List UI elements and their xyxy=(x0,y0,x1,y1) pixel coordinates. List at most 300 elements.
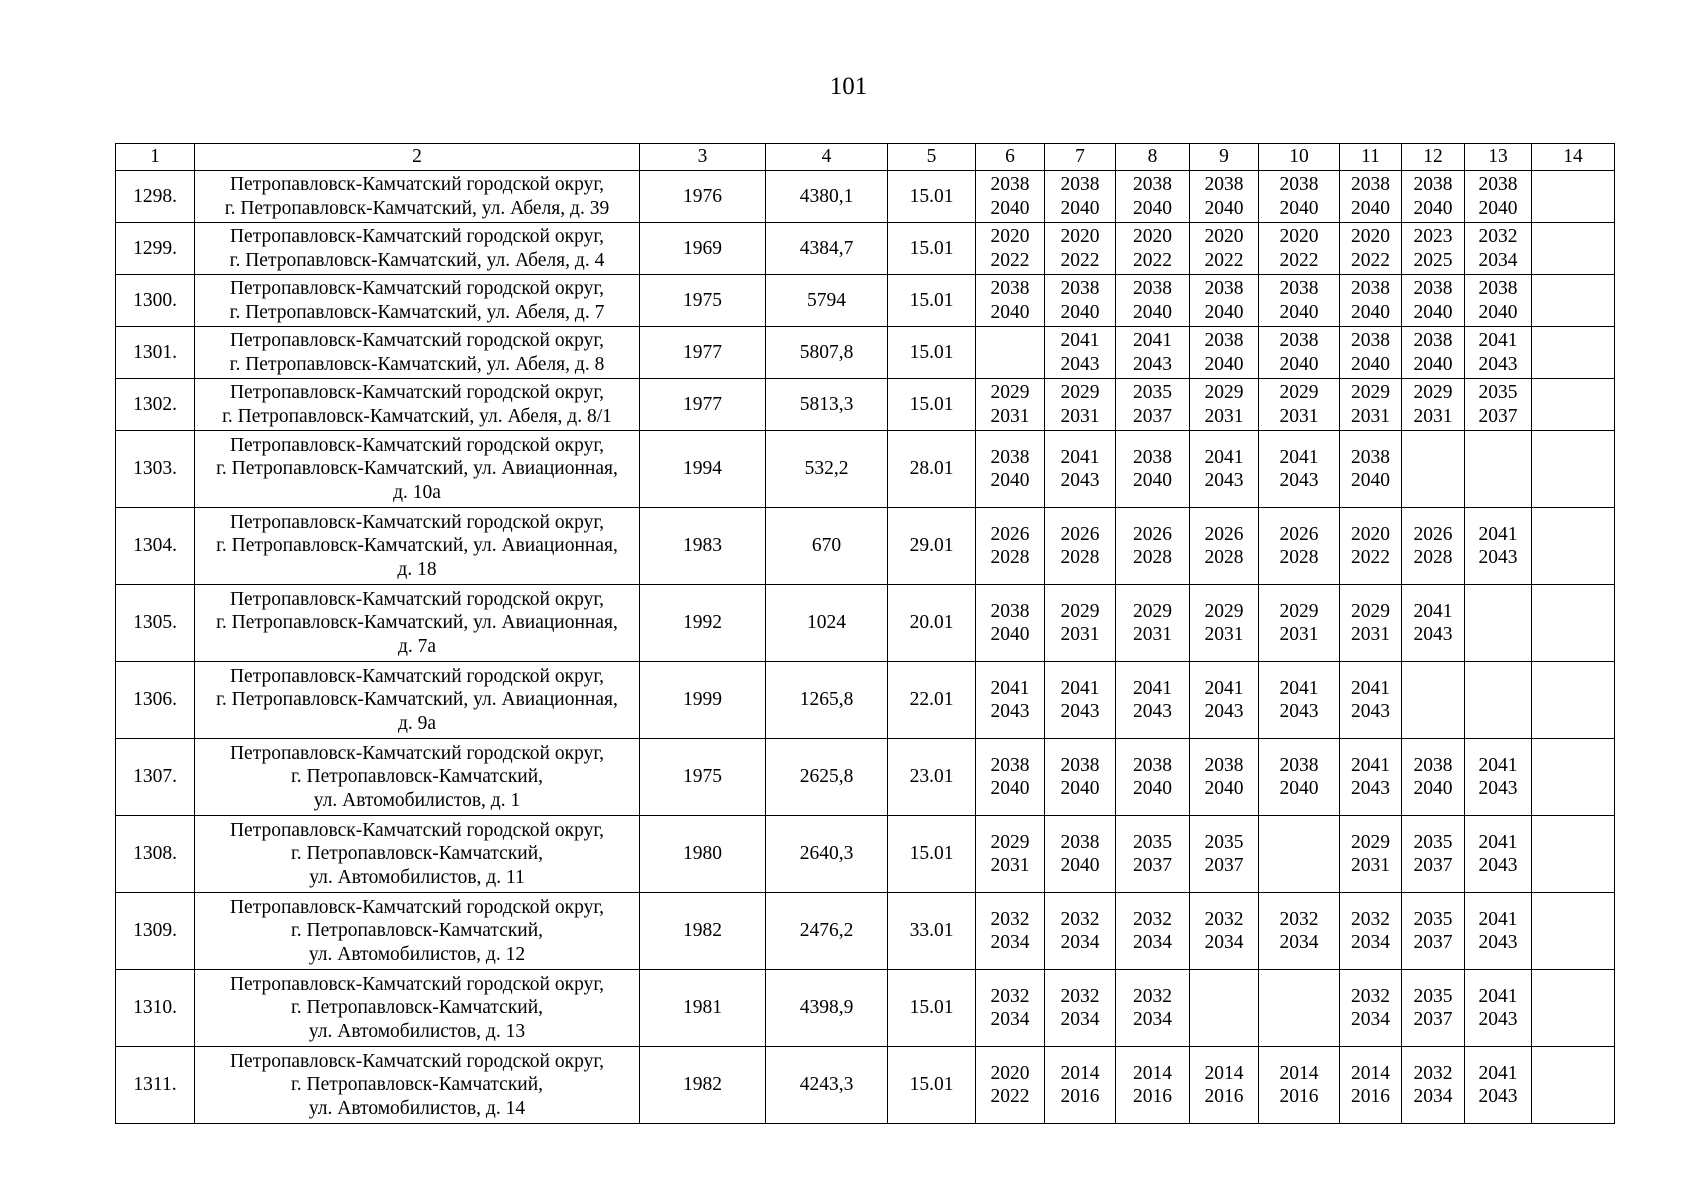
period-year: 2032 xyxy=(1060,908,1100,930)
area-cell: 2625,8 xyxy=(766,739,888,816)
period-cell-col-14 xyxy=(1532,585,1615,662)
period-cell-col-14 xyxy=(1532,431,1615,508)
period-year: 2041 xyxy=(1478,330,1518,351)
period-year: 2022 xyxy=(1351,249,1390,271)
period-cell-col-6 xyxy=(976,816,1045,893)
period-year: 2014 xyxy=(1133,1062,1172,1084)
period-year: 2020 xyxy=(1279,226,1319,247)
period-cell-col-13 xyxy=(1465,275,1532,327)
period-year: 2037 xyxy=(1413,932,1453,953)
period-year: 2040 xyxy=(1279,197,1319,219)
code-cell: 29.01 xyxy=(888,508,976,585)
period-year: 2034 xyxy=(1351,932,1390,953)
table-row xyxy=(116,379,1615,431)
period-year: 2038 xyxy=(1279,278,1319,299)
period-year: 2040 xyxy=(1413,197,1453,219)
period-cell-col-7 xyxy=(1045,739,1116,816)
address-line: г. Петропавловск-Камчатский, ул. Абеля, д. 8/1 xyxy=(222,405,612,427)
row-number-cell: 1308. xyxy=(116,816,195,893)
period-year: 2040 xyxy=(1413,778,1453,799)
period-year: 2040 xyxy=(990,624,1030,645)
period-cell-col-13 xyxy=(1465,662,1532,739)
period-cell-col-13 xyxy=(1465,893,1532,970)
period-year: 2041 xyxy=(1351,677,1390,699)
period-cell-col-9 xyxy=(1190,508,1259,585)
period-year: 2035 xyxy=(1133,382,1172,403)
period-year: 2038 xyxy=(1413,330,1453,351)
period-year: 2020 xyxy=(990,226,1030,247)
period-cell-col-12 xyxy=(1402,585,1465,662)
period-year: 2041 xyxy=(1133,330,1172,351)
period-cell-col-9 xyxy=(1190,275,1259,327)
period-year: 2037 xyxy=(1133,405,1172,427)
table-row xyxy=(116,223,1615,275)
period-year: 2038 xyxy=(1060,278,1100,299)
row-number-cell: 1300. xyxy=(116,275,195,327)
address-line: г. Петропавловск-Камчатский, ул. Авиационная, xyxy=(216,535,618,557)
period-cell-col-11 xyxy=(1340,816,1402,893)
period-cell-col-12 xyxy=(1402,431,1465,508)
period-year: 2043 xyxy=(1060,470,1100,491)
code-cell: 28.01 xyxy=(888,431,976,508)
period-year: 2020 xyxy=(1060,226,1100,247)
period-year: 2035 xyxy=(1478,382,1518,403)
period-cell-col-13 xyxy=(1465,1047,1532,1124)
period-cell-col-11 xyxy=(1340,275,1402,327)
period-year: 2016 xyxy=(1133,1086,1172,1107)
period-year: 2037 xyxy=(1413,1009,1453,1030)
period-year: 2031 xyxy=(990,405,1030,427)
period-year: 2031 xyxy=(1413,405,1453,427)
area-cell: 5807,8 xyxy=(766,327,888,379)
period-cell-col-10 xyxy=(1259,816,1340,893)
column-number-5: 5 xyxy=(888,144,976,171)
period-year: 2038 xyxy=(990,174,1030,195)
period-cell-col-12 xyxy=(1402,379,1465,431)
period-cell-col-11 xyxy=(1340,739,1402,816)
period-year: 2038 xyxy=(1279,330,1319,351)
period-year: 2040 xyxy=(990,470,1030,491)
period-cell-col-8 xyxy=(1116,171,1190,223)
period-cell-col-6 xyxy=(976,171,1045,223)
row-number-cell: 1304. xyxy=(116,508,195,585)
area-cell: 4380,1 xyxy=(766,171,888,223)
build-year-cell: 1999 xyxy=(640,662,766,739)
period-year: 2026 xyxy=(1413,523,1453,545)
period-year: 2022 xyxy=(1060,249,1100,271)
period-year: 2032 xyxy=(1351,908,1390,930)
period-cell-col-7 xyxy=(1045,508,1116,585)
period-cell-col-6 xyxy=(976,327,1045,379)
address-line: Петропавловск-Камчатский городской округ, xyxy=(229,665,605,687)
period-year: 2041 xyxy=(1351,754,1390,776)
period-cell-col-8 xyxy=(1116,970,1190,1047)
period-cell-col-14 xyxy=(1532,816,1615,893)
period-year: 2026 xyxy=(1060,523,1100,545)
column-number-9: 9 xyxy=(1190,144,1259,171)
period-year: 2031 xyxy=(1351,855,1390,876)
period-year: 2040 xyxy=(1413,301,1453,323)
address-line: д. 7а xyxy=(397,635,437,657)
period-cell-col-9 xyxy=(1190,893,1259,970)
period-cell-col-9 xyxy=(1190,662,1259,739)
period-year: 2032 xyxy=(1133,985,1172,1007)
address-cell xyxy=(195,739,640,816)
period-year: 2028 xyxy=(1279,547,1319,568)
period-year: 2016 xyxy=(1060,1086,1100,1107)
period-year: 2043 xyxy=(1204,470,1244,491)
period-year: 2043 xyxy=(1478,1086,1518,1107)
period-cell-col-8 xyxy=(1116,1047,1190,1124)
table-row xyxy=(116,327,1615,379)
period-cell-col-10 xyxy=(1259,893,1340,970)
period-year: 2022 xyxy=(990,249,1030,271)
period-cell-col-12 xyxy=(1402,662,1465,739)
period-year: 2029 xyxy=(1133,600,1172,622)
period-cell-col-14 xyxy=(1532,893,1615,970)
period-year: 2041 xyxy=(1060,677,1100,699)
period-year: 2029 xyxy=(990,382,1030,403)
table-body xyxy=(116,171,1615,1124)
period-year: 2026 xyxy=(1279,523,1319,545)
period-year: 2040 xyxy=(1133,197,1172,219)
period-cell-col-14 xyxy=(1532,379,1615,431)
period-year: 2035 xyxy=(1413,908,1453,930)
period-cell-col-9 xyxy=(1190,739,1259,816)
build-year-cell: 1994 xyxy=(640,431,766,508)
table-row xyxy=(116,739,1615,816)
area-cell: 2640,3 xyxy=(766,816,888,893)
address-line: Петропавловск-Камчатский городской округ, xyxy=(229,382,605,403)
period-cell-col-8 xyxy=(1116,379,1190,431)
period-cell-col-6 xyxy=(976,970,1045,1047)
period-cell-col-9 xyxy=(1190,585,1259,662)
period-year: 2038 xyxy=(1413,174,1453,195)
period-year: 2043 xyxy=(990,701,1030,722)
period-year: 2032 xyxy=(990,908,1030,930)
address-cell xyxy=(195,508,640,585)
period-year: 2032 xyxy=(1413,1062,1453,1084)
address-line: г. Петропавловск-Камчатский, ул. Авиационная, xyxy=(216,458,618,480)
period-year: 2043 xyxy=(1133,701,1172,722)
period-year: 2031 xyxy=(1060,405,1100,427)
period-year: 2040 xyxy=(1351,197,1390,219)
period-cell-col-14 xyxy=(1532,662,1615,739)
address-line: г. Петропавловск-Камчатский, xyxy=(290,843,544,865)
address-line: ул. Автомобилистов, д. 11 xyxy=(309,866,525,888)
period-year: 2043 xyxy=(1060,353,1100,375)
period-year: 2040 xyxy=(1351,301,1390,323)
period-year: 2031 xyxy=(1204,405,1244,427)
period-year: 2032 xyxy=(1478,226,1518,247)
period-cell-col-10 xyxy=(1259,662,1340,739)
period-year: 2038 xyxy=(990,600,1030,622)
period-year: 2028 xyxy=(1133,547,1172,568)
column-number-8: 8 xyxy=(1116,144,1190,171)
code-cell: 15.01 xyxy=(888,327,976,379)
address-cell xyxy=(195,431,640,508)
address-line: г. Петропавловск-Камчатский, ул. Абеля, д. 7 xyxy=(229,301,605,323)
code-cell: 15.01 xyxy=(888,379,976,431)
table-row xyxy=(116,970,1615,1047)
period-cell-col-13 xyxy=(1465,327,1532,379)
period-cell-col-12 xyxy=(1402,1047,1465,1124)
period-cell-col-7 xyxy=(1045,816,1116,893)
period-cell-col-6 xyxy=(976,1047,1045,1124)
period-year: 2026 xyxy=(1133,523,1172,545)
period-cell-col-9 xyxy=(1190,816,1259,893)
area-cell: 1265,8 xyxy=(766,662,888,739)
period-year: 2040 xyxy=(990,197,1030,219)
build-year-cell: 1977 xyxy=(640,379,766,431)
column-number-3: 3 xyxy=(640,144,766,171)
row-number-cell: 1299. xyxy=(116,223,195,275)
period-year: 2040 xyxy=(1204,197,1244,219)
address-cell xyxy=(195,327,640,379)
period-cell-col-12 xyxy=(1402,171,1465,223)
address-line: г. Петропавловск-Камчатский, ул. Авиационная, xyxy=(216,689,618,711)
period-cell-col-7 xyxy=(1045,1047,1116,1124)
period-year: 2038 xyxy=(1204,330,1244,351)
period-cell-col-13 xyxy=(1465,379,1532,431)
period-cell-col-11 xyxy=(1340,1047,1402,1124)
period-year: 2043 xyxy=(1351,701,1390,722)
row-number-cell: 1303. xyxy=(116,431,195,508)
table-row xyxy=(116,508,1615,585)
period-year: 2034 xyxy=(1204,932,1244,953)
period-cell-col-14 xyxy=(1532,1047,1615,1124)
address-cell xyxy=(195,223,640,275)
period-year: 2040 xyxy=(1204,301,1244,323)
period-cell-col-12 xyxy=(1402,739,1465,816)
column-number-12: 12 xyxy=(1402,144,1465,171)
period-cell-col-6 xyxy=(976,739,1045,816)
period-year: 2026 xyxy=(1204,523,1244,545)
period-year: 2040 xyxy=(1133,301,1172,323)
address-cell xyxy=(195,893,640,970)
period-cell-col-8 xyxy=(1116,816,1190,893)
period-cell-col-12 xyxy=(1402,508,1465,585)
period-cell-col-7 xyxy=(1045,662,1116,739)
period-year: 2038 xyxy=(1413,278,1453,299)
period-year: 2043 xyxy=(1133,353,1172,375)
code-cell: 15.01 xyxy=(888,171,976,223)
period-year: 2014 xyxy=(1204,1062,1244,1084)
area-cell: 5813,3 xyxy=(766,379,888,431)
period-year: 2034 xyxy=(1133,932,1172,953)
period-year: 2029 xyxy=(1351,831,1390,853)
period-year: 2031 xyxy=(1060,624,1100,645)
period-cell-col-6 xyxy=(976,508,1045,585)
code-cell: 15.01 xyxy=(888,1047,976,1124)
period-year: 2020 xyxy=(990,1062,1030,1084)
period-year: 2040 xyxy=(1060,301,1100,323)
period-cell-col-11 xyxy=(1340,585,1402,662)
address-line: г. Петропавловск-Камчатский, ул. Абеля, д. 39 xyxy=(224,197,610,219)
period-year: 2034 xyxy=(1060,1009,1100,1030)
area-cell: 1024 xyxy=(766,585,888,662)
period-cell-col-12 xyxy=(1402,223,1465,275)
period-year: 2041 xyxy=(1478,908,1518,930)
period-year: 2040 xyxy=(1279,301,1319,323)
period-year: 2031 xyxy=(1351,624,1390,645)
period-year: 2028 xyxy=(990,547,1030,568)
period-year: 2038 xyxy=(1478,278,1518,299)
period-year: 2034 xyxy=(1133,1009,1172,1030)
period-year: 2038 xyxy=(1351,330,1390,351)
period-cell-col-9 xyxy=(1190,431,1259,508)
period-year: 2040 xyxy=(1478,301,1518,323)
code-cell: 15.01 xyxy=(888,223,976,275)
code-cell: 33.01 xyxy=(888,893,976,970)
period-year: 2043 xyxy=(1204,701,1244,722)
area-cell: 5794 xyxy=(766,275,888,327)
period-year: 2029 xyxy=(1060,600,1100,622)
address-line: Петропавловск-Камчатский городской округ, xyxy=(229,973,605,995)
period-year: 2031 xyxy=(1351,405,1390,427)
period-year: 2038 xyxy=(1204,174,1244,195)
period-year: 2040 xyxy=(1204,353,1244,375)
address-line: д. 9а xyxy=(397,712,437,734)
period-year: 2034 xyxy=(1413,1086,1453,1107)
table-row xyxy=(116,431,1615,508)
period-year: 2040 xyxy=(1279,353,1319,375)
address-line: г. Петропавловск-Камчатский, ул. Абеля, д. 4 xyxy=(229,249,605,271)
period-cell-col-11 xyxy=(1340,327,1402,379)
build-year-cell: 1975 xyxy=(640,275,766,327)
period-year: 2016 xyxy=(1351,1086,1390,1107)
period-year: 2032 xyxy=(990,985,1030,1007)
address-line: г. Петропавловск-Камчатский, ул. Авиационная, xyxy=(216,612,618,634)
period-cell-col-6 xyxy=(976,275,1045,327)
period-year: 2014 xyxy=(1279,1062,1319,1084)
column-number-2: 2 xyxy=(195,144,640,171)
period-cell-col-10 xyxy=(1259,275,1340,327)
period-year: 2041 xyxy=(1478,831,1518,853)
period-cell-col-10 xyxy=(1259,970,1340,1047)
address-cell xyxy=(195,171,640,223)
column-number-13: 13 xyxy=(1465,144,1532,171)
address-line: д. 10а xyxy=(393,481,441,503)
period-year: 2041 xyxy=(1478,1062,1518,1084)
period-year: 2034 xyxy=(1351,1009,1390,1030)
period-year: 2041 xyxy=(1279,677,1319,699)
period-year: 2043 xyxy=(1478,855,1518,876)
period-year: 2041 xyxy=(1478,754,1518,776)
period-year: 2035 xyxy=(1413,985,1453,1007)
address-cell xyxy=(195,1047,640,1124)
address-cell xyxy=(195,662,640,739)
period-year: 2026 xyxy=(990,523,1030,545)
period-year: 2038 xyxy=(1133,446,1172,468)
address-line: г. Петропавловск-Камчатский, ул. Абеля, д. 8 xyxy=(229,353,605,375)
period-year: 2038 xyxy=(1060,754,1100,776)
address-cell xyxy=(195,585,640,662)
period-cell-col-8 xyxy=(1116,585,1190,662)
code-cell: 20.01 xyxy=(888,585,976,662)
period-year: 2041 xyxy=(1204,446,1244,468)
period-cell-col-7 xyxy=(1045,275,1116,327)
column-number-1: 1 xyxy=(116,144,195,171)
area-cell: 4398,9 xyxy=(766,970,888,1047)
period-cell-col-12 xyxy=(1402,970,1465,1047)
period-cell-col-9 xyxy=(1190,171,1259,223)
address-line: Петропавловск-Камчатский городской округ, xyxy=(229,819,605,841)
period-cell-col-11 xyxy=(1340,970,1402,1047)
period-cell-col-10 xyxy=(1259,585,1340,662)
code-cell: 15.01 xyxy=(888,816,976,893)
address-line: Петропавловск-Камчатский городской округ, xyxy=(229,278,605,299)
period-year: 2043 xyxy=(1413,624,1453,645)
period-year: 2038 xyxy=(1279,754,1319,776)
period-year: 2041 xyxy=(1279,446,1319,468)
period-cell-col-12 xyxy=(1402,275,1465,327)
period-year: 2038 xyxy=(1413,754,1453,776)
row-number-cell: 1298. xyxy=(116,171,195,223)
code-cell: 23.01 xyxy=(888,739,976,816)
period-cell-col-6 xyxy=(976,223,1045,275)
column-number-6: 6 xyxy=(976,144,1045,171)
column-number-row xyxy=(116,144,1615,171)
row-number-cell: 1307. xyxy=(116,739,195,816)
period-cell-col-13 xyxy=(1465,171,1532,223)
period-year: 2038 xyxy=(1351,278,1390,299)
period-year: 2037 xyxy=(1133,855,1172,876)
code-cell: 22.01 xyxy=(888,662,976,739)
period-cell-col-12 xyxy=(1402,816,1465,893)
period-cell-col-10 xyxy=(1259,171,1340,223)
period-cell-col-10 xyxy=(1259,223,1340,275)
period-year: 2043 xyxy=(1478,1009,1518,1030)
period-year: 2040 xyxy=(1060,855,1100,876)
period-cell-col-13 xyxy=(1465,585,1532,662)
period-cell-col-7 xyxy=(1045,223,1116,275)
period-year: 2028 xyxy=(1413,547,1453,568)
address-line: Петропавловск-Камчатский городской округ, xyxy=(229,226,605,247)
period-cell-col-8 xyxy=(1116,662,1190,739)
area-cell: 670 xyxy=(766,508,888,585)
address-line: г. Петропавловск-Камчатский, xyxy=(290,920,544,942)
period-cell-col-9 xyxy=(1190,970,1259,1047)
row-number-cell: 1309. xyxy=(116,893,195,970)
area-cell: 532,2 xyxy=(766,431,888,508)
period-year: 2038 xyxy=(1351,446,1390,468)
period-cell-col-6 xyxy=(976,662,1045,739)
row-number-cell: 1310. xyxy=(116,970,195,1047)
period-year: 2034 xyxy=(990,1009,1030,1030)
period-year: 2029 xyxy=(1204,600,1244,622)
period-cell-col-10 xyxy=(1259,739,1340,816)
page-number: 101 xyxy=(829,73,868,100)
period-year: 2035 xyxy=(1204,831,1244,853)
period-year: 2038 xyxy=(1060,174,1100,195)
address-line: Петропавловск-Камчатский городской округ, xyxy=(229,434,605,456)
period-year: 2029 xyxy=(990,831,1030,853)
address-line: ул. Автомобилистов, д. 12 xyxy=(308,943,526,965)
period-year: 2022 xyxy=(990,1086,1030,1107)
row-number-cell: 1301. xyxy=(116,327,195,379)
period-year: 2034 xyxy=(1060,932,1100,953)
address-line: г. Петропавловск-Камчатский, xyxy=(290,1074,544,1096)
period-year: 2031 xyxy=(1279,405,1319,427)
period-year: 2031 xyxy=(1279,624,1319,645)
row-number-cell: 1305. xyxy=(116,585,195,662)
period-cell-col-10 xyxy=(1259,431,1340,508)
period-year: 2014 xyxy=(1351,1062,1390,1084)
period-year: 2016 xyxy=(1279,1086,1319,1107)
period-cell-col-13 xyxy=(1465,431,1532,508)
period-year: 2034 xyxy=(990,932,1030,953)
